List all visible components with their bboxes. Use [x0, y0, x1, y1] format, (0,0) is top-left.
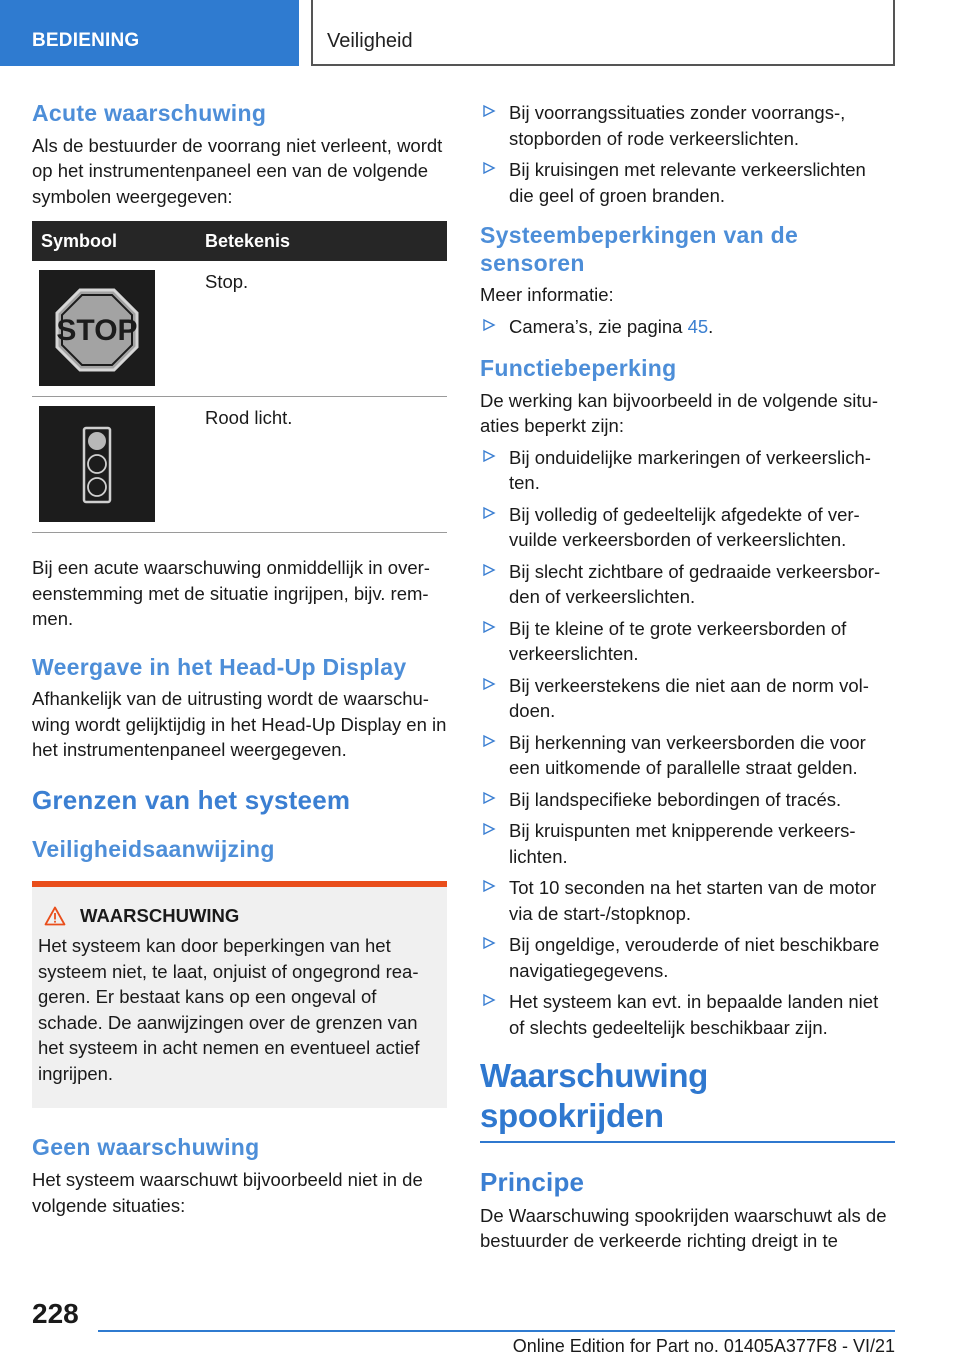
list-item-text: Bij te kleine of te grote verkeersborden of verkeerslichten. — [509, 617, 847, 665]
heading-sensor-limits: Systeembeperkingen van de sensoren — [480, 222, 799, 276]
triangle-bullet-icon — [482, 879, 496, 893]
red-light-icon — [39, 406, 155, 522]
list-item — [480, 100, 895, 151]
right-column — [480, 100, 895, 1254]
list-item — [480, 932, 895, 983]
triangle-bullet-icon — [482, 161, 496, 175]
table-row — [32, 397, 447, 533]
page-link[interactable]: 45 — [687, 315, 709, 337]
list-item — [480, 616, 895, 667]
triangle-bullet-icon — [482, 936, 496, 950]
triangle-bullet-icon — [482, 104, 496, 118]
table-row — [32, 261, 447, 397]
triangle-bullet-icon — [482, 993, 496, 1007]
info-list — [480, 314, 895, 340]
list-item — [480, 445, 895, 496]
list-item-text: Bij slecht zichtbare of gedraaide verkeersbor-den of verkeerslichten. — [509, 560, 881, 608]
triangle-bullet-icon — [482, 620, 496, 634]
warning-label: WAARSCHUWING — [80, 905, 240, 927]
paragraph-more-info: Meer informatie: — [480, 284, 614, 306]
triangle-bullet-icon — [482, 449, 496, 463]
page-number: 228 — [32, 1298, 79, 1329]
heading-hud: Weergave in het Head-Up Display — [32, 653, 407, 680]
warning-box — [32, 881, 447, 1108]
heading-acute-warning: Acute waarschuwing — [32, 100, 267, 126]
list-item-text: Bij herkenning van verkeersborden die voor een uitkomende of parallelle straat gelden. — [509, 731, 866, 779]
camera-text: Camera’s, zie pagina — [509, 315, 688, 337]
list-item-text: Bij volledig of gedeeltelijk afgedekte of ver-vuilde verkeersborden of verkeerslichten. — [509, 503, 860, 551]
heading-principle: Principe — [480, 1167, 585, 1198]
list-item-text: Bij kruispunten met knipperende verkeers-lichten. — [509, 820, 856, 867]
list-item — [480, 502, 895, 553]
triangle-bullet-icon — [482, 506, 496, 520]
heading-ghost-driver: Waarschuwing spookrijden — [480, 1057, 709, 1134]
paragraph-hud: Afhankelijk van de uitrusting wordt de waarschu-wing wordt gelijktijdig in het Head-Up Display en in het instrumentenpaneel weergegeven. — [32, 688, 447, 761]
ghost-driver-heading-block — [480, 1056, 895, 1143]
list-item-text: Tot 10 seconden na het starten van de motor via de start-/stopknop. — [509, 877, 877, 924]
list-item-text: Bij voorrangssituaties zonder voorrangs-, stopborden of rode verkeerslichten. — [509, 102, 846, 149]
paragraph-acute-action: Bij een acute waarschuwing onmiddellijk in over-eenstemming met de situatie ingrijpen, bijv. rem-men. — [32, 557, 430, 630]
meaning-red-light: Rood licht. — [205, 407, 293, 429]
column-header-symbol: Symbool — [41, 231, 118, 252]
heading-safety: Veiligheidsaanwijzing — [32, 835, 275, 862]
symbol-table — [32, 221, 447, 533]
section-tab — [0, 0, 299, 66]
warning-text: Het systeem kan door beperkingen van het systeem niet, te laat, onjuist of ongegrond rea-geren. Er bestaat kans op een ongeval of schade. De aanwijzingen over de grenzen van het systeem in acht nemen en eventueel actief ingrijpen. — [38, 935, 420, 1084]
triangle-bullet-icon — [482, 318, 496, 332]
triangle-bullet-icon — [482, 734, 496, 748]
chapter-title: Veiligheid — [327, 30, 413, 52]
list-item — [480, 314, 895, 340]
edition-text: Online Edition for Part no. 01405A377F8 - VI/21 — [512, 1336, 895, 1356]
list-item — [480, 673, 895, 724]
chapter-tab — [311, 0, 895, 66]
list-item — [480, 989, 895, 1040]
warning-triangle-icon — [44, 906, 66, 926]
triangle-bullet-icon — [482, 791, 496, 805]
paragraph-function-limits: De werking kan bijvoorbeeld in de volgende situ-aties beperkt zijn: — [480, 389, 878, 437]
list-item-text: Bij verkeerstekens die niet aan de norm vol-doen. — [509, 674, 869, 722]
meaning-stop: Stop. — [205, 271, 249, 293]
footer-divider — [98, 1330, 895, 1332]
paragraph-no-warning: Het systeem waarschuwt bijvoorbeeld niet in de volgende situaties: — [32, 1169, 423, 1216]
warning-title — [38, 905, 439, 927]
triangle-bullet-icon — [482, 822, 496, 836]
list-item-text: Het systeem kan evt. in bepaalde landen niet of slechts gedeeltelijk beschikbaar zijn. — [509, 991, 879, 1038]
list-item-text: Bij ongeldige, verouderde of niet beschikbare navigatiegegevens. — [509, 934, 880, 981]
stop-sign-text: STOP — [56, 314, 138, 348]
heading-function-limits: Functiebeperking — [480, 355, 677, 382]
triangle-bullet-icon — [482, 677, 496, 691]
heading-no-warning: Geen waarschuwing — [32, 1134, 260, 1161]
list-item — [480, 818, 895, 869]
limitations-list — [480, 445, 895, 1041]
heading-system-limits: Grenzen van het systeem — [32, 784, 351, 815]
list-item — [480, 730, 895, 781]
list-item — [480, 157, 895, 208]
list-item — [480, 875, 895, 926]
situations-list — [480, 100, 895, 208]
list-item — [480, 787, 895, 813]
list-item-text: Bij kruisingen met relevante verkeerslichten die geel of groen branden. — [509, 159, 866, 206]
section-title: BEDIENING — [32, 30, 140, 51]
column-header-meaning: Betekenis — [205, 231, 291, 252]
list-item — [480, 559, 895, 610]
table-header — [32, 221, 447, 261]
paragraph-principle: De Waarschuwing spookrijden waarschuwt als de bestuurder de verkeerde richting dreigt in te — [480, 1204, 887, 1252]
paragraph-acute-warning: Als de bestuurder de voorrang niet verleent, wordt op het instrumentenpaneel een van de volgende symbolen weergegeven: — [32, 134, 443, 207]
stop-sign-icon — [39, 270, 155, 386]
list-item-text: Bij onduidelijke markeringen of verkeerslich-ten. — [509, 446, 871, 494]
left-column — [32, 100, 447, 1218]
period: . — [708, 315, 714, 337]
list-item-text: Bij landspecifieke bebordingen of tracés. — [509, 788, 842, 810]
triangle-bullet-icon — [482, 563, 496, 577]
